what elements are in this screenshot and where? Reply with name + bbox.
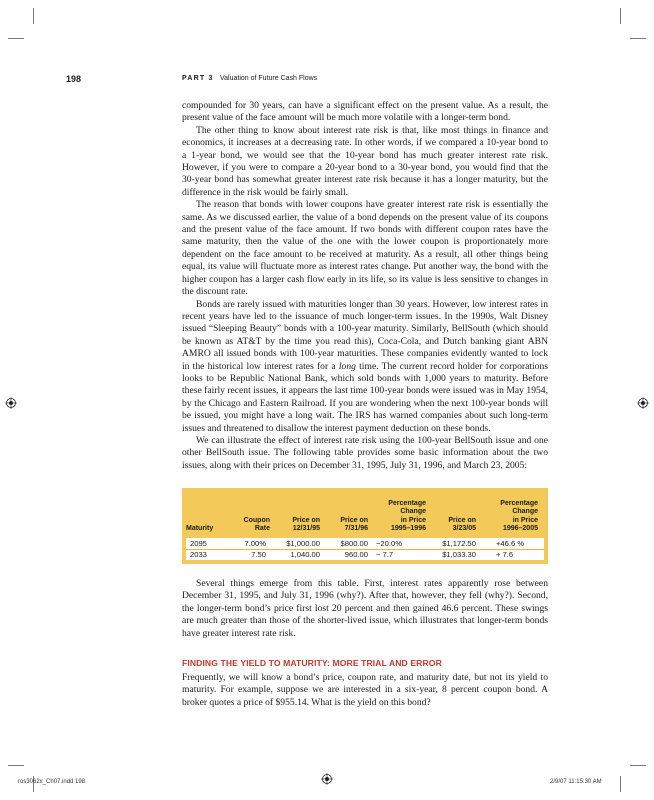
crop-mark — [620, 776, 621, 792]
table-row — [186, 539, 544, 549]
text-run: time. The current record holder for corporations looks to be Republic National Bank, which sold bonds with 1,000 years to maturity. Before these fairly recent issues, it appears the last time 100-year bonds were issued was in May 1954, by the Chicago and Eastern Railroad. If you are wondering when the next 100-year bonds will be issued, you might have a long wait. The IRS has warned companies about such long-term issues and threatened to disallow the interest payment deduction on these bonds. — [182, 360, 548, 434]
paragraph: compounded for 30 years, can have a significant effect on the present value. As a result, the present value of the face amount will be much more volatile with a longer-term bond. — [182, 100, 548, 124]
part-label: PART 3 — [182, 75, 214, 82]
cell-price-2005: $1,172.50 — [442, 539, 476, 548]
part-title: Valuation of Future Cash Flows — [220, 75, 318, 82]
body-text-section — [182, 672, 548, 709]
cell-pct-change-1: − 7.7 — [376, 550, 394, 559]
file-slug: ros3062x_Ch07.indd 198 — [18, 779, 86, 785]
paragraph: Several things emerge from this table. First, interest rates apparently rose between December 31, 1995, and July 31, 1996 (why?). After that, however, they fell (why?). Second, the longer-term bond’s price first lost 20 percent and then gained 46.6 percent. These swings are much greater than those of the shorter-lived issue, which illustrates that longer-term bonds have greater interest rate risk. — [182, 578, 548, 639]
text-run: Bonds are rarely issued with maturities longer than 30 years. However, low interest rates in recent years have led to the issuance of much longer-term issues. In the 1990s, Walt Disney issued “Sleeping Beauty” bonds with a 100-year maturity. Similarly, BellSouth (which should be known as AT&T by the time you read this), Coca-Cola, and Dutch banking giant ABN AMRO all issued bonds with 100-year maturities. These companies evidently wanted to lock in the historical low interest rates for a — [182, 298, 548, 372]
col-header-coupon: Coupon Rate — [243, 516, 270, 533]
body-text-top — [182, 100, 548, 472]
cell-pct-change-2: +46.6 % — [496, 539, 525, 548]
paragraph: The other thing to know about interest rate risk is that, like most things in finance and economics, it increases at a decreasing rate. In other words, if we compared a 10-year bond to a 1-year bond, we would see that the 10-year bond has much greater interest rate risk. However, if you were to compare a 20-year bond to a 30-year bond, you would find that the 30-year bond has somewhat greater interest rate risk because it has a longer maturity, but the difference in the risk would be fairly small. — [182, 124, 548, 198]
crop-mark — [8, 38, 24, 39]
table-body — [186, 538, 544, 560]
registration-mark-icon — [321, 773, 333, 785]
col-header-pct-change-2: Percentage Change in Price 1996–2005 — [500, 499, 538, 533]
table-header — [182, 488, 548, 538]
running-header — [66, 74, 586, 86]
cell-coupon: 7.50 — [251, 550, 266, 559]
crop-mark — [620, 8, 621, 24]
cell-maturity: 2095 — [190, 539, 207, 548]
cell-price-1995: 1,040.00 — [290, 550, 320, 559]
col-header-price-1995: Price on 12/31/95 — [292, 516, 320, 533]
col-header-pct-change-1: Percentage Change in Price 1995–1996 — [388, 499, 426, 533]
body-text-bottom — [182, 578, 548, 640]
crop-mark — [630, 765, 646, 766]
section-heading: FINDING THE YIELD TO MATURITY: MORE TRIAL AND ERROR — [182, 658, 442, 668]
emphasis: long — [338, 360, 356, 372]
crop-mark — [630, 38, 646, 39]
cell-price-1996: $800.00 — [340, 539, 368, 548]
table-row — [186, 549, 544, 560]
paragraph: Frequently, we will know a bond’s price, coupon rate, and maturity date, but not its yield to maturity. For example, suppose we are interested in a six-year, 8 percent coupon bond. A broker quotes a price of $955.14. What is the yield on this bond? — [182, 672, 548, 708]
cell-maturity: 2033 — [190, 550, 207, 559]
registration-mark-icon — [637, 397, 649, 409]
cell-price-1995: $1,000.00 — [286, 539, 320, 548]
paragraph — [182, 299, 548, 435]
bond-price-table — [182, 488, 548, 564]
cell-coupon: 7.00% — [244, 539, 266, 548]
crop-mark — [8, 765, 24, 766]
cell-price-2005: $1,033.30 — [442, 550, 476, 559]
registration-mark-icon — [5, 397, 17, 409]
print-timestamp: 2/9/07 11:15:30 AM — [550, 779, 602, 785]
page-number: 198 — [66, 74, 82, 84]
col-header-maturity: Maturity — [186, 525, 214, 533]
cell-price-1996: 960.00 — [344, 550, 368, 559]
col-header-price-1996: Price on 7/31/96 — [340, 516, 368, 533]
paragraph: We can illustrate the effect of interest rate risk using the 100-year BellSouth issue and one other BellSouth issue. The following table provides some basic information about the two issues, along with their prices on December 31, 1995, July 31, 1996, and March 23, 2005: — [182, 434, 548, 471]
paragraph: The reason that bonds with lower coupons have greater interest rate risk is essentially the same. As we discussed earlier, the value of a bond depends on the present value of its coupons and the present value of the face amount. If two bonds with different coupon rates have the same maturity, then the value of the one with the lower coupon is proportionately more dependent on the face amount to be received at maturity. As a result, all other things being equal, its value will fluctuate more as interest rates change. Put another way, the bond with the higher coupon has a larger cash flow early in its life, so its value is less sensitive to changes in the discount rate. — [182, 199, 548, 298]
cell-pct-change-1: −20.0% — [376, 539, 402, 548]
col-header-price-2005: Price on 3/23/05 — [448, 516, 476, 533]
cell-pct-change-2: + 7.6 — [496, 550, 514, 559]
crop-mark — [33, 8, 34, 24]
